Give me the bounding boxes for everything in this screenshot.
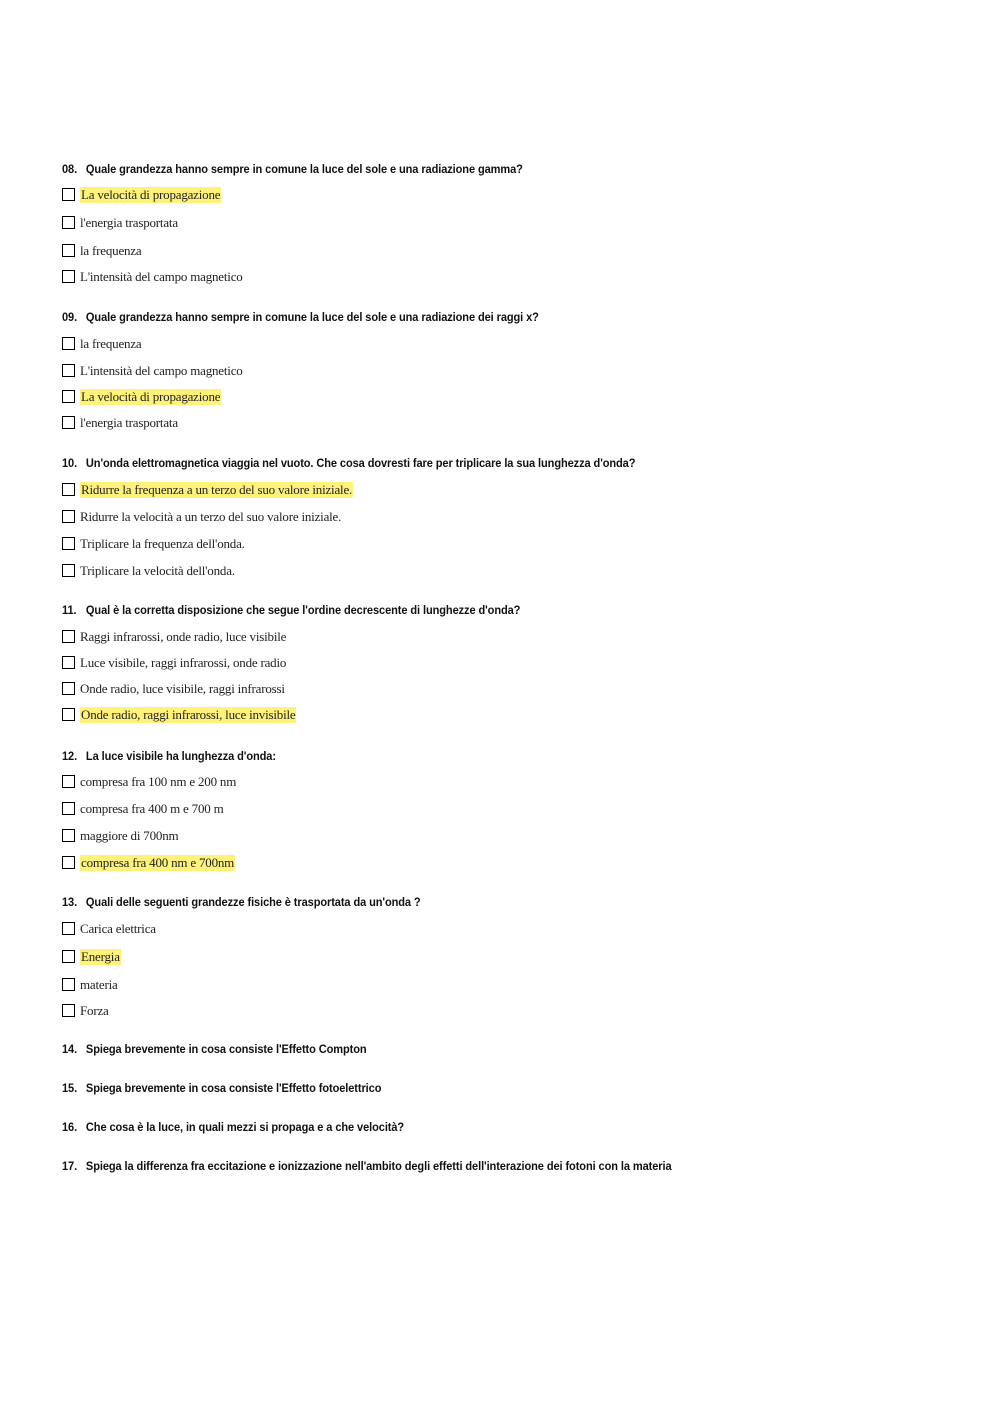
answer-label: maggiore di 700nm	[80, 828, 179, 843]
checkbox[interactable]	[62, 1004, 75, 1017]
question-number: 10.	[62, 456, 78, 470]
question-text: Quale grandezza hanno sempre in comune la luce del sole e una radiazione dei raggi x?	[85, 310, 539, 324]
question-text: Qual è la corretta disposizione che segue l'ordine decrescente di lunghezze d'onda?	[85, 603, 521, 617]
question-text: Spiega brevemente in cosa consiste l'Effetto fotoelettrico	[85, 1081, 382, 1095]
answer-label: compresa fra 100 nm e 200 nm	[80, 774, 237, 789]
question-number: 14.	[62, 1042, 78, 1056]
checkbox[interactable]	[62, 802, 75, 815]
answer-label: Ridurre la velocità a un terzo del suo valore iniziale.	[80, 509, 342, 524]
question-text: Che cosa è la luce, in quali mezzi si propaga e a che velocità?	[85, 1120, 405, 1134]
answer-label: Raggi infrarossi, onde radio, luce visibile	[80, 629, 287, 644]
question-title	[62, 162, 523, 176]
answer-label-highlighted: La velocità di propagazione	[81, 187, 221, 202]
answer-label: L'intensità del campo magnetico	[80, 269, 243, 284]
checkbox[interactable]	[62, 216, 75, 229]
checkbox[interactable]	[62, 390, 75, 403]
question-title	[62, 603, 520, 617]
question-title	[62, 1042, 367, 1056]
answer-label: Carica elettrica	[80, 921, 156, 936]
answer-label: Triplicare la frequenza dell'onda.	[80, 536, 245, 551]
checkbox[interactable]	[62, 483, 75, 496]
checkbox[interactable]	[62, 978, 75, 991]
checkbox[interactable]	[62, 416, 75, 429]
answer-label: materia	[80, 977, 118, 992]
checkbox[interactable]	[62, 775, 75, 788]
question-text: Un'onda elettromagnetica viaggia nel vuoto. Che cosa dovresti fare per triplicare la sua lunghezza d'onda?	[85, 456, 636, 470]
answer-label-highlighted: compresa fra 400 nm e 700nm	[81, 855, 235, 870]
answer-label-highlighted: La velocità di propagazione	[81, 389, 221, 404]
answer-label: la frequenza	[80, 243, 142, 258]
answer-label: Forza	[80, 1003, 109, 1018]
question-number: 16.	[62, 1120, 78, 1134]
answer-label: compresa fra 400 m e 700 m	[80, 801, 224, 816]
checkbox[interactable]	[62, 188, 75, 201]
question-title	[62, 895, 421, 909]
question-title	[62, 1159, 672, 1173]
checkbox[interactable]	[62, 630, 75, 643]
answer-label-highlighted: Onde radio, raggi infrarossi, luce invisibile	[81, 707, 296, 722]
question-text: Spiega brevemente in cosa consiste l'Effetto Compton	[85, 1042, 367, 1056]
question-title	[62, 310, 539, 324]
checkbox[interactable]	[62, 510, 75, 523]
checkbox[interactable]	[62, 270, 75, 283]
answer-label: Luce visibile, raggi infrarossi, onde radio	[80, 655, 287, 670]
question-number: 11.	[62, 603, 77, 617]
question-number: 12.	[62, 749, 78, 763]
checkbox[interactable]	[62, 364, 75, 377]
checkbox[interactable]	[62, 856, 75, 869]
question-number: 17.	[62, 1159, 78, 1173]
checkbox[interactable]	[62, 708, 75, 721]
question-number: 09.	[62, 310, 78, 324]
answer-label: Onde radio, luce visibile, raggi infrarossi	[80, 681, 285, 696]
checkbox[interactable]	[62, 829, 75, 842]
answer-label-highlighted: Ridurre la frequenza a un terzo del suo valore iniziale.	[81, 482, 353, 497]
answer-label: Triplicare la velocità dell'onda.	[80, 563, 235, 578]
question-text: Quali delle seguenti grandezze fisiche è trasportata da un'onda ?	[85, 895, 421, 909]
answer-label: l'energia trasportata	[80, 215, 178, 230]
checkbox[interactable]	[62, 656, 75, 669]
question-title	[62, 1120, 404, 1134]
checkbox[interactable]	[62, 564, 75, 577]
checkbox[interactable]	[62, 682, 75, 695]
question-text: La luce visibile ha lunghezza d'onda:	[85, 749, 276, 763]
question-number: 15.	[62, 1081, 78, 1095]
question-text: Quale grandezza hanno sempre in comune la luce del sole e una radiazione gamma?	[85, 162, 523, 176]
checkbox[interactable]	[62, 922, 75, 935]
question-title	[62, 456, 635, 470]
answer-label: la frequenza	[80, 336, 142, 351]
checkbox[interactable]	[62, 244, 75, 257]
checkbox[interactable]	[62, 537, 75, 550]
question-title	[62, 749, 276, 763]
question-number: 08.	[62, 162, 78, 176]
answer-label: L'intensità del campo magnetico	[80, 363, 243, 378]
answer-label: l'energia trasportata	[80, 415, 178, 430]
question-text: Spiega la differenza fra eccitazione e ionizzazione nell'ambito degli effetti dell'interazione dei fotoni con la materia	[85, 1159, 672, 1173]
question-title	[62, 1081, 381, 1095]
answer-label-highlighted: Energia	[81, 949, 120, 964]
checkbox[interactable]	[62, 337, 75, 350]
checkbox[interactable]	[62, 950, 75, 963]
question-number: 13.	[62, 895, 78, 909]
